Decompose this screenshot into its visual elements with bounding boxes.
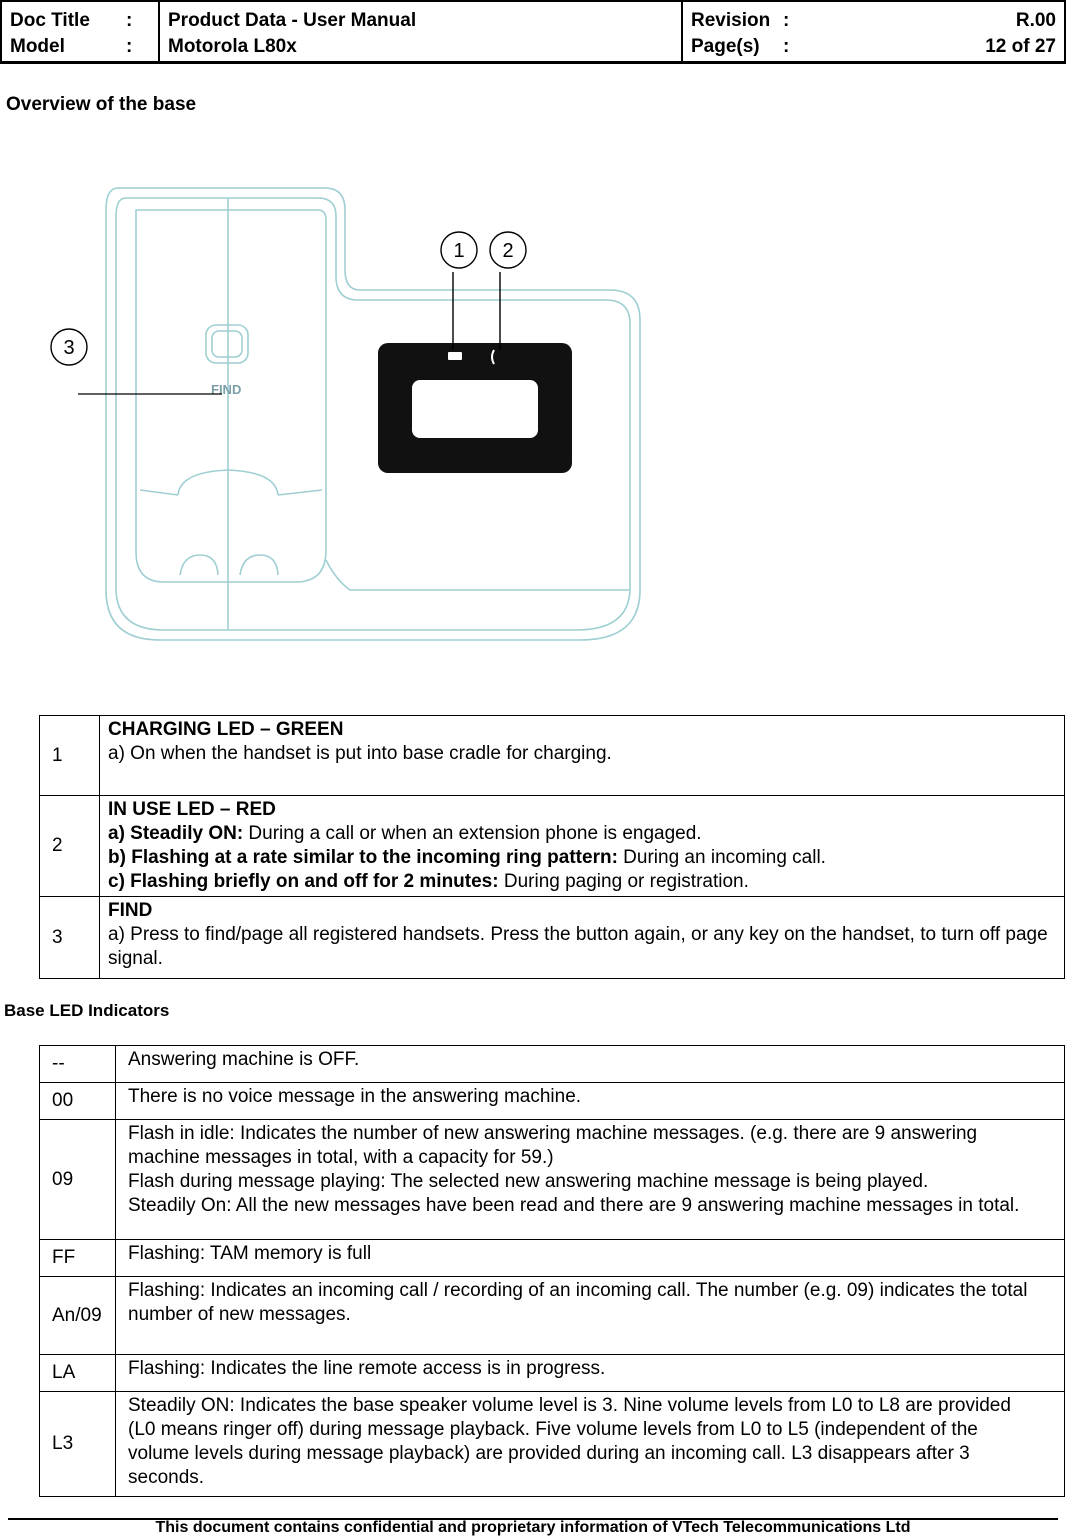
row-number: 2 bbox=[40, 796, 100, 897]
doc-title-colon: : bbox=[126, 10, 133, 31]
callout-1: 1 bbox=[453, 240, 465, 262]
row-description bbox=[100, 796, 1065, 897]
table-row bbox=[40, 796, 1065, 897]
row-title: IN USE LED – RED bbox=[108, 799, 276, 820]
row-line: a) On when the handset is put into base cradle for charging. bbox=[108, 743, 612, 764]
row-line-text: During an incoming call. bbox=[617, 847, 826, 868]
row-number: 1 bbox=[40, 716, 100, 796]
table-row bbox=[40, 1277, 1065, 1355]
row-line bbox=[108, 846, 1054, 870]
document-header bbox=[0, 0, 1066, 64]
row-line-text: During paging or registration. bbox=[498, 871, 749, 892]
revision-label: Revision bbox=[691, 10, 771, 31]
row-title: FIND bbox=[108, 900, 153, 921]
table-row bbox=[40, 1240, 1065, 1277]
table-row bbox=[40, 1083, 1065, 1120]
row-description bbox=[100, 716, 1065, 796]
revision-colon: : bbox=[783, 10, 790, 31]
find-label-on-drawing: FIND bbox=[211, 382, 242, 397]
row-line-bold: a) Steadily ON: bbox=[108, 823, 244, 844]
led-description: There is no voice message in the answering machine. bbox=[116, 1083, 1065, 1120]
pages-label: Page(s) bbox=[691, 36, 760, 57]
pages-colon: : bbox=[783, 36, 790, 57]
model-value: Motorola L80x bbox=[168, 36, 297, 57]
led-indicators-title: Base LED Indicators bbox=[4, 1001, 170, 1020]
row-line bbox=[108, 822, 1054, 846]
led-code: 09 bbox=[40, 1120, 116, 1240]
base-unit-drawing bbox=[40, 170, 680, 650]
callout-3: 3 bbox=[63, 337, 75, 359]
table-row bbox=[40, 1355, 1065, 1392]
header-revision-cell bbox=[683, 2, 1064, 61]
pages-value: 12 of 27 bbox=[985, 36, 1056, 57]
row-line-bold: c) Flashing briefly on and off for 2 minutes: bbox=[108, 871, 499, 892]
led-description: Answering machine is OFF. bbox=[116, 1046, 1065, 1083]
led-description: Flashing: Indicates an incoming call / recording of an incoming call. The number (e.g. 09) indicates the total number of new messages. bbox=[116, 1277, 1065, 1355]
led-description bbox=[116, 1120, 1065, 1240]
overview-title: Overview of the base bbox=[6, 94, 197, 115]
row-line: a) Press to find/page all registered handsets. Press the button again, or any key on the handset, to turn off page signal. bbox=[108, 924, 1048, 969]
led-indicators-table bbox=[39, 1045, 1065, 1497]
led-description: Steadily ON: Indicates the base speaker volume level is 3. Nine volume levels from L0 to L8 are provided (L0 means ringer off) during message playback. Five volume levels from L0 to L5 (independent of the volume levels during message playback) are provided during an incoming call. L3 disappears after 3 seconds. bbox=[116, 1392, 1065, 1497]
led-code: LA bbox=[40, 1355, 116, 1392]
table-row bbox=[40, 897, 1065, 979]
led-code: FF bbox=[40, 1240, 116, 1277]
model-label: Model bbox=[10, 36, 65, 57]
led-code: L3 bbox=[40, 1392, 116, 1497]
doc-title-value: Product Data - User Manual bbox=[168, 10, 417, 31]
callout-2: 2 bbox=[502, 240, 514, 262]
row-title: CHARGING LED – GREEN bbox=[108, 719, 344, 740]
header-labels-cell bbox=[2, 2, 160, 61]
revision-value: R.00 bbox=[1015, 10, 1056, 31]
table-row bbox=[40, 1046, 1065, 1083]
table-row bbox=[40, 1392, 1065, 1497]
led-description-line: Steadily On: All the new messages have been read and there are 9 answering machine messages in total. bbox=[128, 1195, 1020, 1216]
header-values-cell bbox=[160, 2, 683, 61]
led-code: An/09 bbox=[40, 1277, 116, 1355]
base-features-table bbox=[39, 715, 1065, 979]
row-line-bold: b) Flashing at a rate similar to the incoming ring pattern: bbox=[108, 847, 618, 868]
led-code: -- bbox=[40, 1046, 116, 1083]
led-description-line: Flash during message playing: The selected new answering machine message is being played. bbox=[128, 1171, 929, 1192]
row-line-text: During a call or when an extension phone is engaged. bbox=[243, 823, 702, 844]
table-row bbox=[40, 716, 1065, 796]
doc-title-label: Doc Title bbox=[10, 10, 90, 31]
table-row bbox=[40, 1120, 1065, 1240]
row-description bbox=[100, 897, 1065, 979]
confidentiality-footer: This document contains confidential and proprietary information of VTech Telecommunications Ltd bbox=[155, 1519, 911, 1536]
led-description-line: Flash in idle: Indicates the number of new answering machine messages. (e.g. there are 9 answering machine messages in total, with a capacity for 59.) bbox=[128, 1123, 978, 1168]
led-code: 00 bbox=[40, 1083, 116, 1120]
led-description: Flashing: TAM memory is full bbox=[116, 1240, 1065, 1277]
row-line bbox=[108, 870, 1054, 894]
model-colon: : bbox=[126, 36, 133, 57]
led-description: Flashing: Indicates the line remote access is in progress. bbox=[116, 1355, 1065, 1392]
row-number: 3 bbox=[40, 897, 100, 979]
